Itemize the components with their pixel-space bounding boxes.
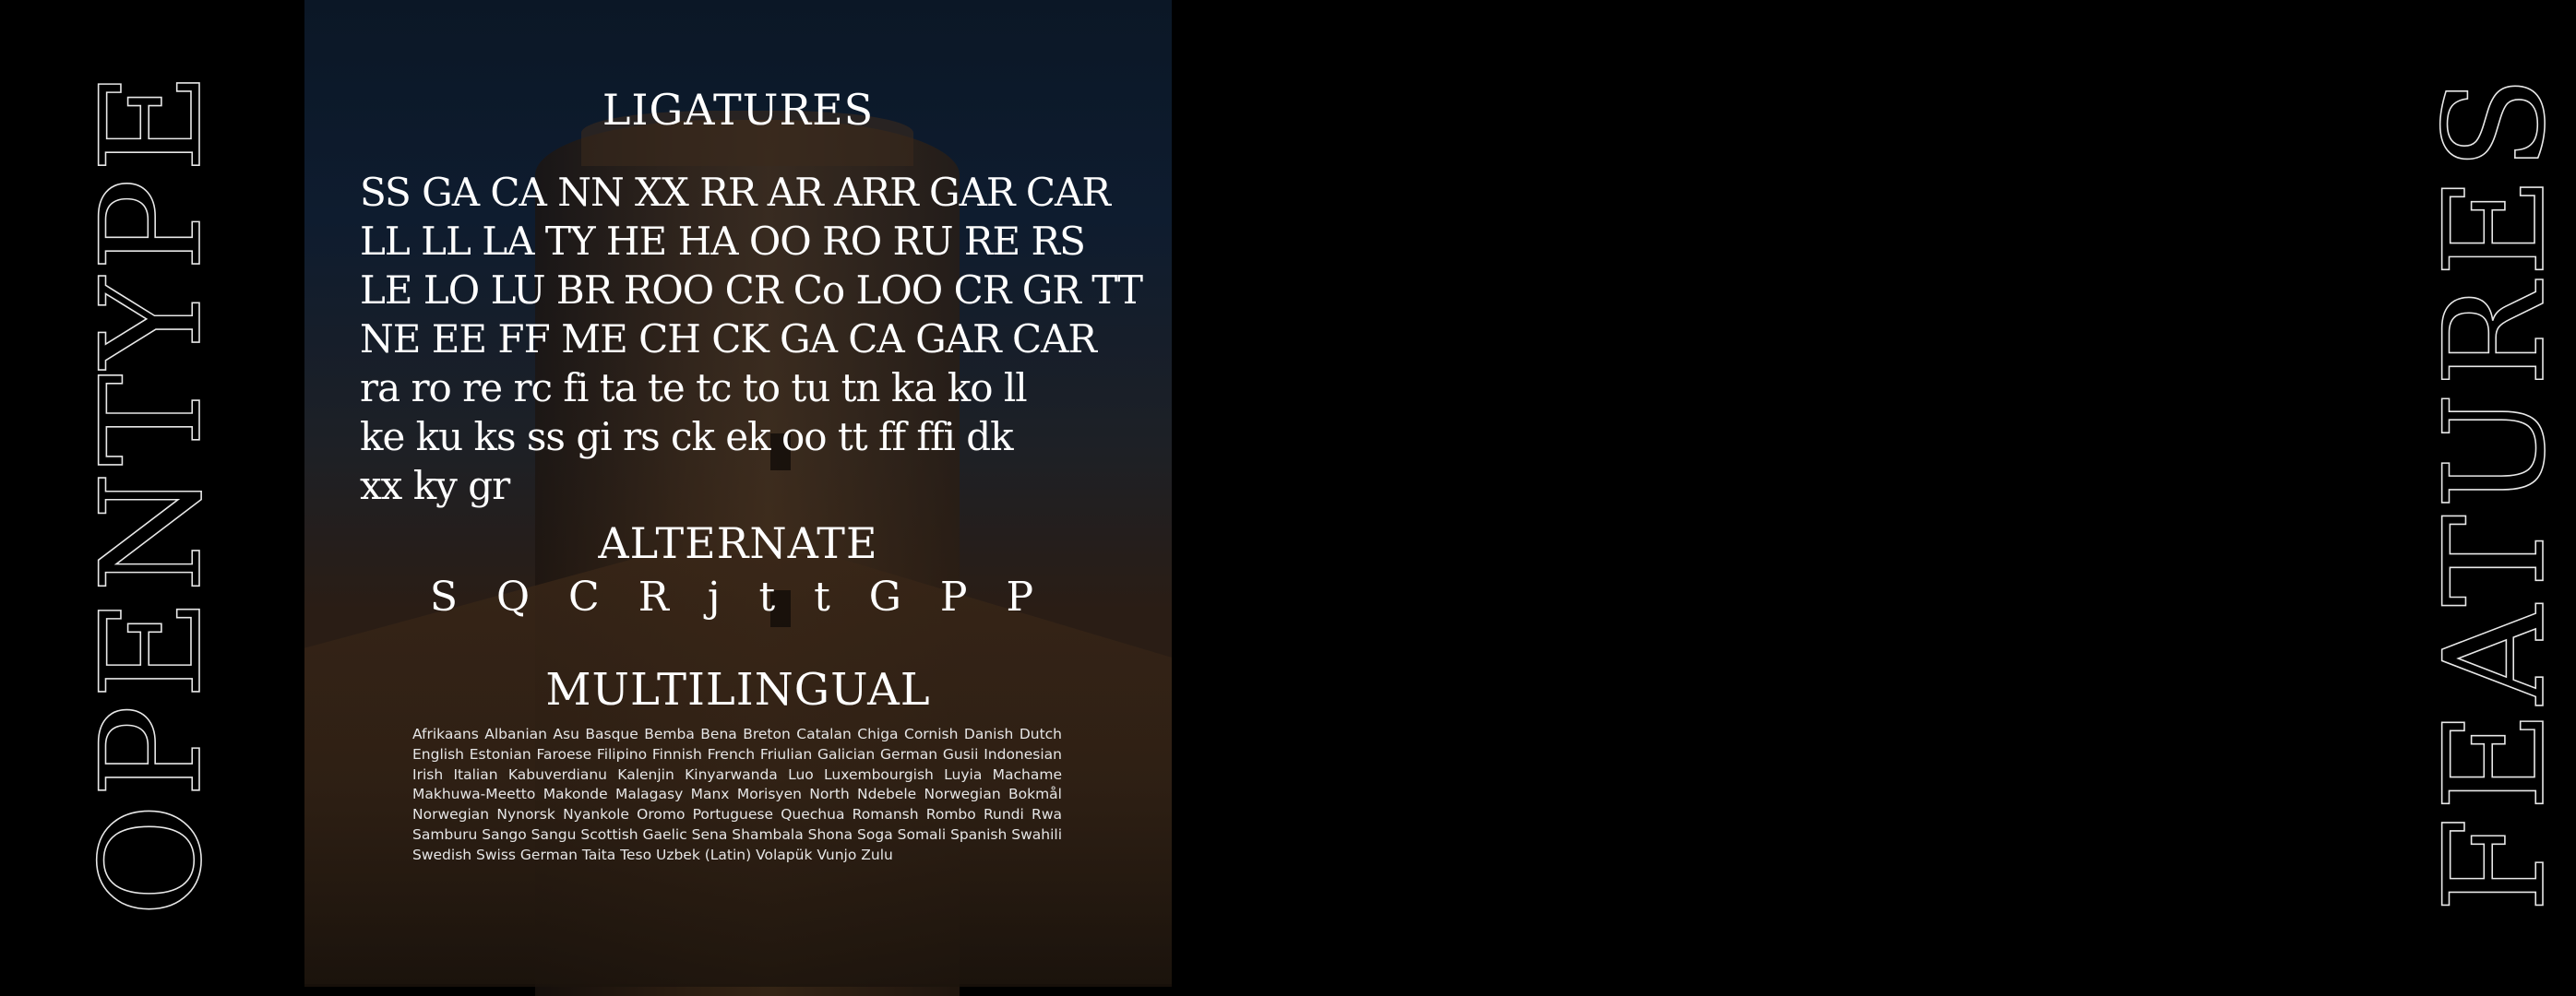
ligature-list [360, 168, 1143, 510]
ligature-line: LL LL LA TY HE HA OO RO RU RE RS [360, 219, 1085, 264]
ligature-line: ke ku ks ss gi rs ck ek oo tt ff ffi dk [360, 414, 1013, 459]
alternate-glyphs: S Q C R j t t G P P [429, 574, 1047, 621]
ligatures-heading: LIGATURES [602, 85, 875, 135]
ligature-line: ra ro re rc fi ta te tc to tu tn ka ko ll [360, 365, 1027, 410]
ligature-line: LE LO LU BR ROO CR Co LOO CR GR TT [360, 267, 1143, 313]
language-list: Afrikaans Albanian Asu Basque Bemba Bena Breton Catalan Chiga Cornish Danish Dutch English Estonian Faroese Filipino Finnish French Friulian Galician German Gusii Indonesian Irish Italian Kabuverdianu Kalenjin Kinyarwanda Luo Luxembourgish Luyia Machame Makhuwa-Meetto Makonde Malagasy Manx Morisyen North Ndebele Norwegian Bokmål Norwegian Nynorsk Nyankole Oromo Portuguese Quechua Romansh Rombo Rundi Rwa Samburu Sango Sangu Scottish Gaelic Sena Shambala Shona Soga Somali Spanish Swahili Swedish Swiss German Taita Teso Uzbek (Latin) Volapük Vunjo Zulu [412, 726, 1062, 863]
ligature-line: NE EE FF ME CH CK GA CA GAR CAR [360, 316, 1097, 362]
features-vertical-title: FEATURES [2415, 70, 2576, 913]
ligature-line: xx ky gr [360, 463, 510, 508]
right-panel [1172, 0, 2576, 984]
opentype-vertical-title: OPENTYPE [72, 65, 233, 918]
alternate-heading: ALTERNATE [598, 518, 878, 568]
multilingual-heading: MULTILINGUAL [545, 664, 931, 716]
center-panel [304, 0, 1172, 984]
left-panel [0, 0, 304, 984]
font-specimen [304, 0, 1172, 984]
ligature-line: SS GA CA NN XX RR AR ARR GAR CAR [360, 170, 1110, 215]
